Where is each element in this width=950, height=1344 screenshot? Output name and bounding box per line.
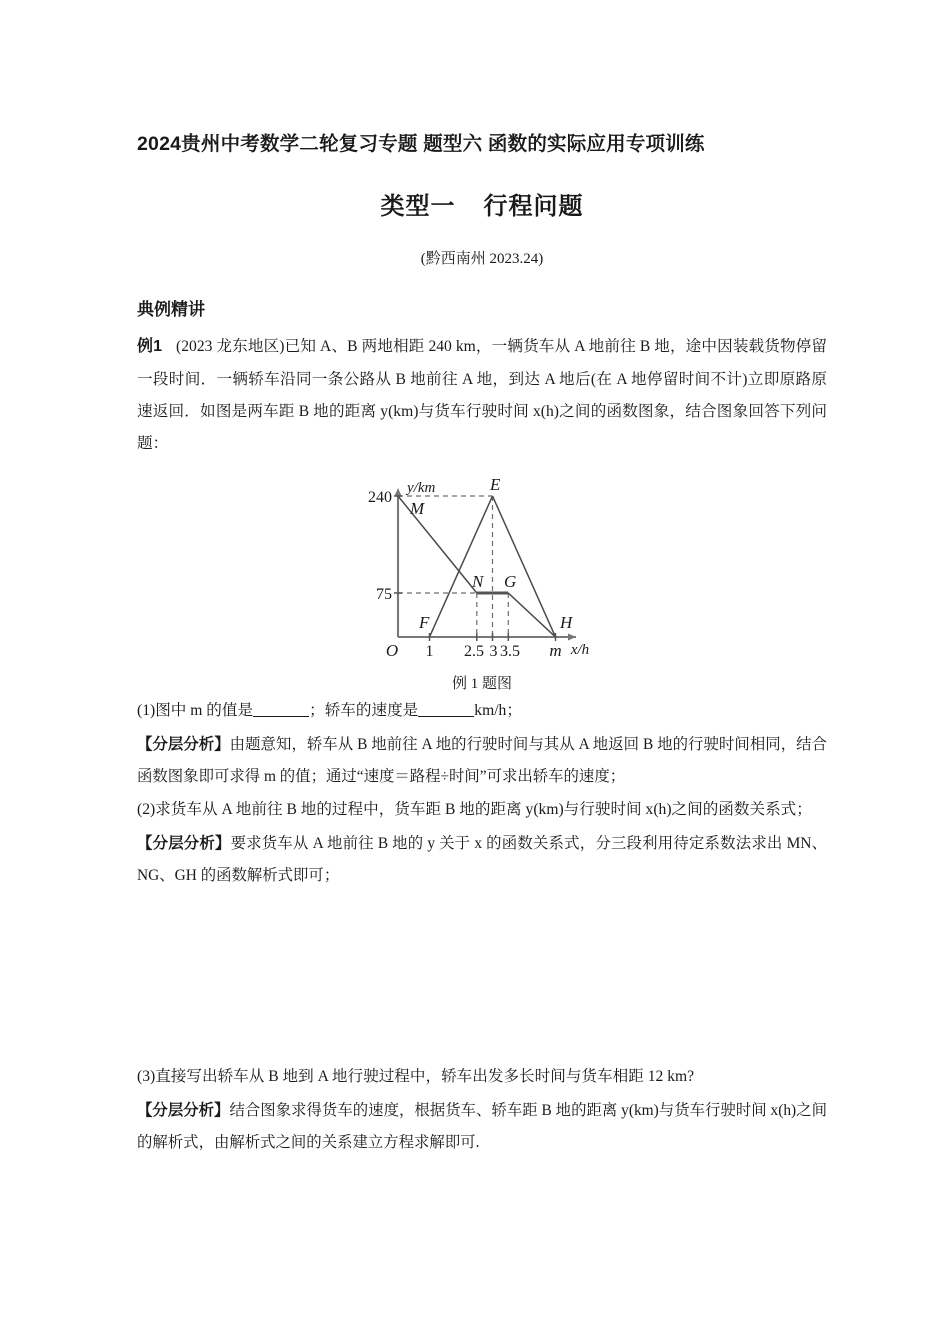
question-3: [137, 1061, 827, 1093]
point-label-F: F: [419, 613, 430, 633]
type-heading: [137, 186, 827, 221]
question-2-number: (2): [137, 801, 156, 819]
ytick-label-75: 75: [376, 586, 392, 604]
xtick-label-3p5: 3.5: [500, 643, 520, 661]
question-2-text: 求货车从 A 地前往 B 地的过程中，货车距 B 地的距离 y(km)与行驶时间 x(h)之间的函数关系式；: [155, 801, 812, 819]
point-label-M: M: [410, 499, 425, 519]
analysis-3-text: 结合图象求得货车的速度，根据货车、轿车距 B 地的距离 y(km)与货车行驶时间 x(h)之间的解析式，由解析式之间的关系建立方程求解即可.: [137, 1102, 827, 1151]
answer-writing-space: [137, 891, 827, 1059]
example-stem-text: (2023 龙东地区)已知 A、B 两地相距 240 km，一辆货车从 A 地前往 B 地，途中因装载货物停留一段时间．一辆轿车沿同一条公路从 B 地前往 A 地，到达 A 地后(在 A 地停留时间不计)立即原路原速返回．如图是两车距 B 地的距离 y(km)与货车行驶时间 x(h)之间的函数图象，结合图象回答下列问题：: [137, 338, 827, 453]
answer-blank-m[interactable]: [253, 700, 309, 717]
point-label-H: H: [560, 613, 573, 633]
ytick-label-240: 240: [368, 489, 392, 507]
function-graph-svg: [362, 474, 602, 670]
question-1-text-a: 图中 m 的值是: [155, 702, 254, 720]
page-content: [137, 0, 827, 1158]
analysis-1: [137, 729, 827, 792]
example-label: 例1: [137, 338, 163, 356]
analysis-2-label: 【分层分析】: [137, 835, 231, 853]
segment-GH: [508, 593, 555, 637]
type-heading-left: 类型一: [380, 193, 456, 221]
analysis-1-label: 【分层分析】: [137, 735, 230, 753]
question-2: [137, 794, 827, 826]
xtick-label-m: m: [549, 641, 562, 661]
source-reference: (黔西南州 2023.24): [420, 251, 544, 268]
question-1-text-c: km/h；: [474, 702, 522, 720]
point-label-G: G: [504, 572, 517, 592]
answer-blank-speed[interactable]: [418, 700, 474, 717]
analysis-2-text: 要求货车从 A 地前往 B 地的 y 关于 x 的函数关系式，分三段利用待定系数法求出 MN、NG、GH 的函数解析式即可；: [137, 835, 827, 884]
question-1-number: (1): [137, 702, 156, 720]
point-label-E: E: [490, 475, 501, 495]
segment-EH: [493, 496, 556, 637]
type-heading-right: 行程问题: [483, 193, 584, 221]
xtick-label-1: 1: [425, 643, 434, 661]
question-1-text-b: ；轿车的速度是: [309, 702, 419, 720]
question-1: [137, 695, 827, 727]
analysis-3-label: 【分层分析】: [137, 1102, 230, 1120]
document-title: 2024贵州中考数学二轮复习专题 题型六 函数的实际应用专项训练: [137, 133, 705, 155]
example-figure: [137, 474, 827, 693]
xtick-label-3: 3: [489, 643, 498, 661]
y-axis-label: y/km: [407, 480, 436, 497]
question-3-number: (3): [137, 1068, 156, 1086]
x-axis-arrow: [568, 634, 576, 641]
analysis-3: [137, 1095, 827, 1158]
figure-caption: 例 1 题图: [451, 676, 512, 693]
question-3-text: 直接写出轿车从 B 地到 A 地行驶过程中，轿车出发多长时间与货车相距 12 km?: [155, 1068, 695, 1086]
origin-label: O: [385, 641, 399, 661]
y-axis-arrow: [395, 488, 402, 496]
analysis-1-text: 由题意知，轿车从 B 地前往 A 地的行驶时间与其从 A 地返回 B 地的行驶时间相同，结合函数图象即可求得 m 的值；通过“速度＝路程÷时间”可求出轿车的速度；: [137, 735, 827, 785]
segment-FE: [430, 496, 493, 637]
section-heading: 典例精讲: [137, 300, 205, 320]
x-axis-label: x/h: [570, 642, 590, 659]
xtick-label-2p5: 2.5: [464, 643, 484, 661]
analysis-2: [137, 828, 827, 891]
example-stem-paragraph: [137, 331, 827, 460]
point-label-N: N: [472, 572, 484, 592]
